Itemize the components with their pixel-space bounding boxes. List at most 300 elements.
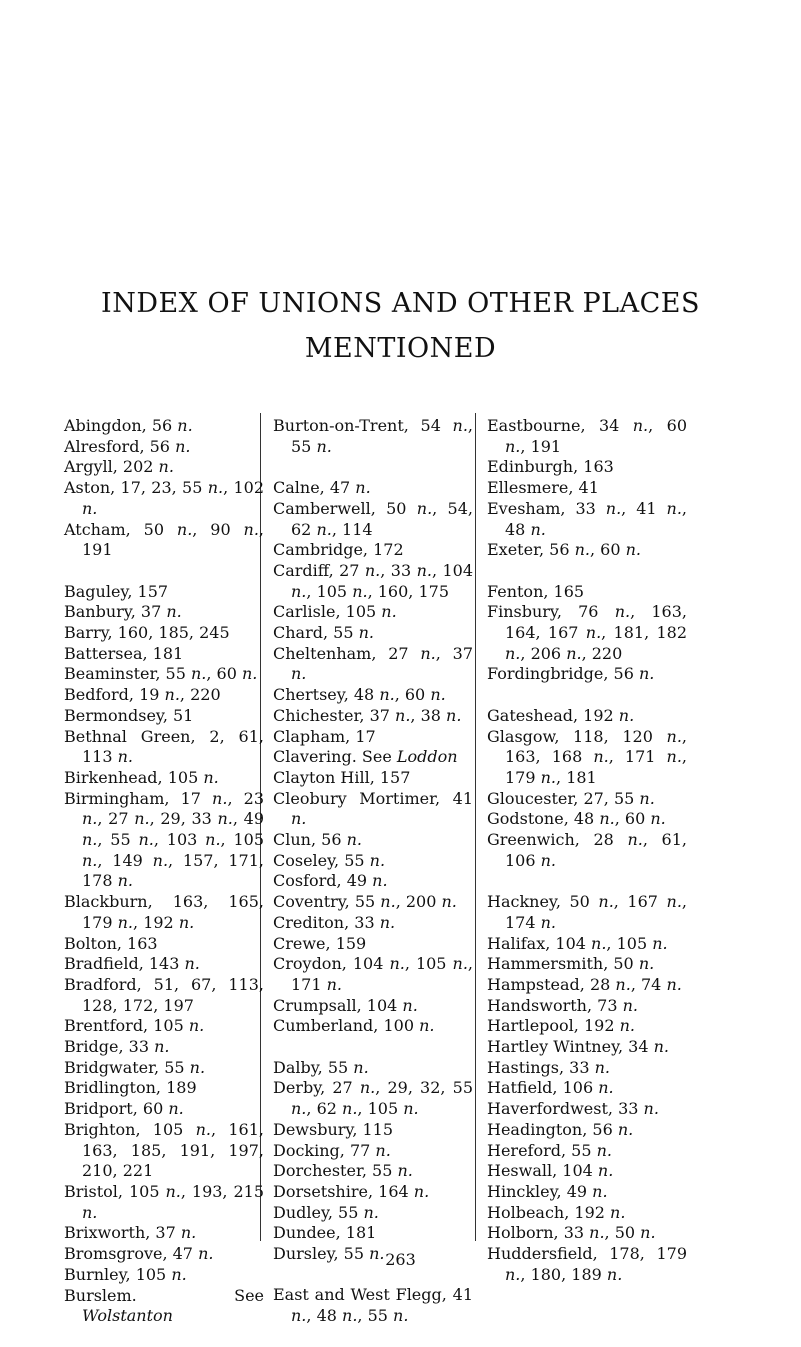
index-entry-text: Exeter, 56	[487, 540, 575, 560]
index-entry-italic: n.	[359, 1078, 376, 1098]
index-entry-text: Clun, 56	[273, 830, 347, 850]
index-entry-text: Calne, 47	[273, 478, 356, 498]
index-entry-italic: n.	[243, 519, 259, 539]
index-entry-text: Banbury, 37	[64, 602, 167, 622]
index-entry-italic: n.	[446, 705, 462, 725]
index-entry-text: Hartley Wintney, 34	[487, 1037, 654, 1057]
index-entry-italic: n.	[195, 1119, 212, 1139]
index-entry-text: , 60	[394, 685, 431, 705]
index-entry	[64, 1182, 264, 1223]
index-entry-italic: n.	[291, 1306, 307, 1326]
index-entry-italic: n.	[639, 664, 655, 684]
index-entry-text: , 105	[306, 581, 353, 601]
index-entry-italic: n.	[168, 1099, 184, 1119]
index-entry-text: , 55	[291, 416, 473, 456]
index-entry-text: Holbeach, 192	[487, 1202, 611, 1222]
index-entry-text: Bermondsey, 51	[64, 705, 194, 725]
index-entry-italic: n.	[420, 643, 436, 663]
index-entry	[487, 934, 687, 955]
index-entry-text: , 29, 33	[149, 809, 218, 829]
index-entry	[273, 416, 473, 457]
index-entry	[487, 996, 687, 1017]
index-entry-text: Camberwell, 50	[273, 498, 417, 518]
index-entry-italic: n.	[617, 1119, 634, 1139]
index-entry-text: Burslem. See	[64, 1285, 264, 1305]
index-entry-text: Croydon, 104	[273, 954, 390, 974]
index-entry-italic: n.	[180, 1223, 197, 1243]
index-entry	[487, 1223, 687, 1244]
index-entry	[487, 1120, 687, 1141]
index-title: INDEX OF UNIONS AND OTHER PLACES	[101, 288, 700, 319]
index-entry	[273, 996, 473, 1017]
index-entry	[487, 1182, 687, 1203]
index-entry-italic: n.	[82, 830, 98, 850]
index-entry-text: , 49	[232, 809, 264, 829]
index-entry-italic: n.	[166, 602, 182, 622]
index-entry-text: , 105	[220, 830, 264, 850]
index-entry-italic: n.	[452, 954, 468, 974]
index-entry-italic: n.	[152, 850, 169, 870]
index-entry	[273, 1285, 473, 1326]
index-entry-text: , 55	[357, 1306, 394, 1326]
index-entry-text: , 62	[306, 1099, 343, 1119]
index-entry-text: , 206	[520, 643, 567, 663]
index-entry-text: Bradfield, 143	[64, 954, 185, 974]
index-entry-italic: n.	[379, 685, 395, 705]
index-entry-italic: n.	[242, 664, 258, 684]
index-entry-italic: n.	[189, 1057, 206, 1077]
index-entry-text: , 105	[357, 1099, 404, 1119]
index-entry	[487, 499, 687, 540]
index-entry-italic: n.	[205, 830, 221, 850]
index-entry-italic: n.	[416, 560, 432, 580]
index-entry-italic: n.	[364, 560, 381, 580]
index-entry-italic: n.	[154, 1037, 170, 1057]
index-entry	[273, 1078, 473, 1119]
index-entry	[273, 913, 473, 934]
index-entry-italic: n.	[566, 643, 582, 663]
index-section-gap	[273, 457, 473, 478]
index-entry	[487, 954, 687, 975]
index-entry-text: Cleobury Mortimer, 41	[273, 788, 473, 808]
index-entry-italic: n.	[598, 892, 614, 912]
index-entry-text: Dalby, 55	[273, 1057, 354, 1077]
index-entry-text: , 167	[613, 892, 667, 912]
index-entry-text: , 55	[97, 830, 139, 850]
index-entry-text: Hatfield, 106	[487, 1078, 599, 1098]
index-entry	[273, 706, 473, 727]
index-entry-text: , 104	[431, 560, 473, 580]
index-entry-text: , 163, 168	[505, 726, 687, 767]
index-entry-text: Chertsey, 48	[273, 685, 380, 705]
index-entry-italic: n.	[403, 1099, 419, 1119]
index-entry-text: , 29, 32, 55	[375, 1078, 474, 1098]
index-entry-text: Hartlepool, 192	[487, 1016, 620, 1036]
index-entry	[273, 747, 473, 768]
index-column-right	[487, 416, 687, 1285]
index-entry-italic: n.	[212, 788, 228, 808]
index-entry	[273, 685, 473, 706]
index-entry-italic: n.	[666, 498, 682, 518]
index-entry-text: Coventry, 55	[273, 892, 381, 912]
index-entry-text: Chichester, 37	[273, 705, 396, 725]
index-entry-italic: n.	[346, 830, 362, 850]
index-entry	[487, 478, 687, 499]
index-entry-text: Holborn, 33	[487, 1223, 590, 1243]
index-entry-italic: n.	[358, 623, 374, 643]
index-entry	[273, 892, 473, 913]
index-entry-italic: n.	[363, 1202, 379, 1222]
index-entry-text: Huddersfield, 178, 179	[487, 1244, 687, 1264]
index-entry-text: Eastbourne, 34	[487, 416, 633, 435]
index-entry-text: Bradford, 51, 67, 113, 128, 172, 197	[64, 974, 264, 1015]
index-entry-text: Cambridge, 172	[273, 540, 404, 560]
index-entry-text: Dewsbury, 115	[273, 1119, 394, 1139]
index-entry-italic: n.	[177, 416, 193, 435]
index-entry	[64, 934, 264, 955]
index-entry-text: Clavering. See	[273, 747, 397, 767]
index-entry-text: Brixworth, 37	[64, 1223, 181, 1243]
index-entry-italic: n.	[605, 498, 622, 518]
index-entry-italic: n.	[606, 1264, 623, 1284]
index-entry-text: Birkenhead, 105	[64, 767, 204, 787]
index-entry-italic: n.	[597, 1161, 614, 1181]
index-entry	[487, 1058, 687, 1079]
index-entry	[273, 1203, 473, 1224]
index-entry-text: , 60	[589, 540, 626, 560]
index-entry-italic: n.	[165, 1182, 181, 1201]
index-entry-text: Dorsetshire, 164	[273, 1181, 414, 1201]
index-entry-text: , 60	[206, 664, 242, 684]
index-section-gap	[64, 561, 264, 582]
index-entry-italic: n.	[505, 1264, 521, 1284]
index-entry	[273, 934, 473, 955]
index-entry-text: Burnley, 105	[64, 1264, 172, 1284]
index-entry-text: Hinckley, 49	[487, 1181, 593, 1201]
index-entry-text: Hackney, 50	[487, 892, 599, 912]
index-entry-text: , 160, 175	[367, 581, 449, 601]
index-entry-text: , 74	[630, 974, 667, 994]
index-entry-text: Fenton, 165	[487, 581, 585, 601]
index-entry-italic: n.	[352, 581, 368, 601]
index-entry	[487, 789, 687, 810]
index-entry	[273, 644, 473, 685]
index-entry-text: , 200	[395, 892, 442, 912]
index-entry-italic: n.	[615, 974, 631, 994]
index-entry-italic: n.	[389, 954, 405, 974]
index-entry-text: , 114	[331, 519, 373, 539]
index-entry	[487, 1099, 687, 1120]
index-entry-italic: n.	[190, 664, 207, 684]
index-entry	[273, 561, 473, 602]
index-entry	[64, 478, 264, 519]
index-entry	[64, 457, 264, 478]
index-entry-text: Barry, 160, 185, 245	[64, 623, 230, 643]
index-entry-text: Baguley, 157	[64, 581, 169, 601]
index-entry	[64, 582, 264, 603]
index-entry-text: Alresford, 56	[64, 436, 176, 456]
index-entry-italic: n.	[666, 747, 682, 767]
index-entry	[273, 1161, 473, 1182]
index-entry	[487, 582, 687, 603]
index-entry-italic: n.	[596, 1140, 612, 1160]
index-entry	[487, 1037, 687, 1058]
index-entry	[487, 1141, 687, 1162]
index-entry-italic: n.	[592, 1181, 608, 1201]
index-entry-italic: Wolstanton	[82, 1306, 173, 1326]
index-entry-text: Brighton, 105	[64, 1119, 196, 1139]
index-entry-italic: n.	[452, 416, 468, 435]
index-entry-italic: n.	[625, 540, 641, 560]
index-entry-text: Bridlington, 189	[64, 1078, 197, 1098]
index-entry	[64, 975, 264, 1016]
index-entry-text: Cosford, 49	[273, 871, 373, 891]
index-entry-text: , 38	[410, 705, 447, 725]
index-entry-italic: n.	[599, 809, 615, 829]
index-entry	[64, 1099, 264, 1120]
index-entry	[64, 727, 264, 768]
index-entry-italic: n.	[585, 623, 602, 643]
index-entry-italic: n.	[342, 1099, 358, 1119]
index-entry-italic: n.	[82, 809, 98, 829]
index-entry-italic: n.	[369, 850, 386, 870]
index-entry-italic: n.	[393, 1306, 409, 1326]
index-entry-italic: n.	[355, 478, 371, 498]
index-entry-text: Haverfordwest, 33	[487, 1099, 644, 1119]
index-entry-italic: n.	[594, 1057, 611, 1077]
index-entry-text: , 60	[614, 809, 651, 829]
index-entry	[487, 892, 687, 933]
index-entry-text: Halifax, 104	[487, 933, 592, 953]
index-entry-italic: n.	[316, 436, 332, 456]
index-entry	[64, 644, 264, 665]
index-entry-text: Coseley, 55	[273, 850, 370, 870]
index-entry	[64, 416, 264, 437]
column-divider	[475, 413, 476, 1241]
index-entry-text: Greenwich, 28	[487, 830, 628, 850]
index-entry-italic: n.	[117, 871, 134, 891]
index-entry-text: , 105	[606, 933, 653, 953]
index-entry-italic: n.	[176, 519, 193, 539]
index-entry-italic: n.	[82, 498, 98, 518]
index-entry-text: , 171	[291, 954, 473, 994]
index-entry-italic: n.	[416, 498, 433, 518]
index-entry-text: Glasgow, 118, 120	[487, 726, 667, 746]
index-entry	[273, 478, 473, 499]
index-entry-text: , 102	[223, 478, 265, 498]
index-entry-text: , 48	[505, 498, 687, 539]
index-section-gap	[487, 561, 687, 582]
index-entry-italic: Loddon	[396, 747, 458, 767]
index-entry	[64, 623, 264, 644]
index-entry-italic: n.	[643, 1099, 659, 1119]
index-column-middle	[273, 416, 473, 1327]
index-entry-text: Bedford, 19	[64, 685, 165, 705]
index-entry-text: Hampstead, 28	[487, 974, 616, 994]
index-entry-italic: n.	[134, 809, 150, 829]
index-entry-italic: n.	[117, 912, 134, 932]
index-entry-text: , 163, 164, 167	[505, 602, 688, 643]
index-entry-text: , 50	[604, 1223, 641, 1243]
index-entry	[273, 1223, 473, 1244]
index-entry-text: Dorchester, 55	[273, 1161, 398, 1181]
index-entry-text: Cardiff, 27	[273, 560, 365, 580]
index-entry	[273, 1058, 473, 1079]
index-entry-italic: n.	[402, 995, 418, 1015]
index-entry-text: Bethnal Green, 2, 61, 113	[64, 726, 264, 767]
index-entry	[273, 851, 473, 872]
index-entry-text: , 103	[153, 830, 206, 850]
index-entry-text: Crewe, 159	[273, 933, 367, 953]
index-entry	[487, 540, 687, 561]
index-entry-text: , 179	[505, 747, 687, 787]
index-entry	[273, 540, 473, 561]
index-entry-italic: n.	[117, 747, 134, 767]
index-entry-text: Bridge, 33	[64, 1037, 155, 1057]
index-entry-text: , 33	[380, 560, 417, 580]
index-entry-text: Crediton, 33	[273, 912, 380, 932]
index-entry	[64, 1037, 264, 1058]
index-entry-italic: n.	[316, 519, 332, 539]
index-entry	[64, 602, 264, 623]
index-section-gap	[487, 685, 687, 706]
index-entry	[273, 727, 473, 748]
index-entry	[273, 623, 473, 644]
index-entry-text: Dundee, 181	[273, 1223, 377, 1243]
index-entry	[487, 975, 687, 996]
index-entry	[487, 457, 687, 478]
index-entry	[487, 664, 687, 685]
index-entry-italic: n.	[505, 643, 521, 663]
index-entry-text: , 149	[97, 850, 153, 870]
index-entry-italic: n.	[175, 436, 191, 456]
index-entry-italic: n.	[198, 1244, 214, 1264]
index-entry-text: , 48	[306, 1306, 343, 1326]
index-entry	[273, 871, 473, 892]
index-entry	[487, 416, 687, 457]
index-entry-text: Carlisle, 105	[273, 602, 382, 622]
index-entry-text: Headington, 56	[487, 1119, 618, 1139]
index-entry-italic: n.	[540, 912, 557, 932]
index-entry-text: Argyll, 202	[64, 457, 159, 477]
index-entry-text: , 37	[435, 643, 473, 663]
index-entry	[64, 1016, 264, 1037]
index-entry-text: , 90	[192, 519, 244, 539]
index-entry	[64, 789, 264, 893]
index-entry	[64, 664, 264, 685]
index-entry-italic: n.	[530, 519, 546, 539]
index-entry-text: Blackburn, 163, 165, 179	[64, 892, 264, 932]
index-entry-italic: n.	[217, 809, 233, 829]
index-entry-text: Godstone, 48	[487, 809, 600, 829]
index-entry-text: , 60	[648, 416, 688, 435]
index-entry-italic: n.	[380, 892, 396, 912]
index-entry	[273, 789, 473, 830]
index-entry-text: East and West Flegg, 41	[273, 1285, 473, 1305]
index-entry-italic: n.	[291, 581, 307, 601]
index-column-left	[64, 416, 264, 1327]
index-entry-italic: n.	[419, 1016, 435, 1036]
index-entry	[273, 768, 473, 789]
index-entry-text: Dursley, 55	[273, 1244, 370, 1264]
index-entry-italic: n.	[291, 664, 307, 684]
index-entry-text: , 105	[404, 954, 453, 974]
index-entry-text: Clayton Hill, 157	[273, 767, 411, 787]
index-entry	[487, 1016, 687, 1037]
index-entry-text: Battersea, 181	[64, 643, 184, 663]
index-entry-text: , 27	[97, 809, 135, 829]
index-entry	[487, 706, 687, 727]
index-entry-text: , 191	[520, 436, 562, 456]
index-entry-italic: n.	[589, 1223, 605, 1243]
index-section-gap	[273, 1037, 473, 1058]
index-entry-italic: n.	[618, 705, 635, 725]
index-entry	[487, 1078, 687, 1099]
index-entry-italic: n.	[82, 850, 98, 870]
index-entry-text: Birmingham, 17	[64, 788, 213, 808]
index-entry-italic: n.	[138, 830, 154, 850]
index-entry-text: Bolton, 163	[64, 933, 158, 953]
page-number: 263	[385, 1250, 416, 1269]
index-entry-italic: n.	[627, 830, 643, 850]
index-entry-text: Burton-on-Trent, 54	[273, 416, 453, 435]
index-entry	[64, 437, 264, 458]
index-entry-italic: n.	[614, 602, 631, 622]
index-entry-text: Ellesmere, 41	[487, 478, 599, 498]
index-entry	[64, 1058, 264, 1079]
index-entry-text: Bridgwater, 55	[64, 1057, 190, 1077]
index-entry-text: , 174	[505, 892, 687, 932]
index-entry	[64, 1120, 264, 1182]
index-entry-italic: n.	[291, 1099, 307, 1119]
index-entry-text: Brentford, 105	[64, 1016, 189, 1036]
index-entry-text: Clapham, 17	[273, 726, 376, 746]
index-entry-text: , 220	[179, 685, 221, 705]
index-entry	[273, 1016, 473, 1037]
index-entry-italic: n.	[164, 685, 180, 705]
index-entry-italic: n.	[188, 1016, 205, 1036]
index-entry-italic: n.	[203, 767, 219, 787]
index-entry-italic: n.	[430, 685, 446, 705]
index-entry-italic: n.	[291, 809, 307, 829]
index-entry-italic: n.	[381, 602, 397, 622]
index-entry-italic: n.	[395, 705, 411, 725]
index-entry-text: Hereford, 55	[487, 1140, 597, 1160]
index-entry-italic: n.	[158, 457, 174, 477]
index-entry-text: Chard, 55	[273, 623, 359, 643]
index-entry-italic: n.	[593, 747, 609, 767]
index-entry-text: , 191	[82, 519, 264, 560]
index-entry-italic: n.	[82, 1202, 98, 1222]
index-entry	[273, 499, 473, 540]
index-entry-italic: n.	[639, 788, 655, 808]
index-entry-text: Hammersmith, 50	[487, 954, 639, 974]
index-entry-italic: n.	[622, 995, 638, 1015]
index-entry-text: Handsworth, 73	[487, 995, 623, 1015]
index-entry-text: Hastings, 33	[487, 1057, 595, 1077]
index-entry-italic: n.	[413, 1181, 430, 1201]
index-entry-text: , 220	[581, 643, 623, 663]
index-entry-text: Bromsgrove, 47	[64, 1244, 199, 1264]
index-entry-italic: n.	[666, 726, 682, 746]
index-entry-text: Cumberland, 100	[273, 1016, 420, 1036]
index-entry	[487, 1203, 687, 1224]
index-entry	[273, 954, 473, 995]
index-entry	[487, 727, 687, 789]
index-entry-italic: n.	[171, 1264, 187, 1284]
index-entry-italic: n.	[574, 540, 590, 560]
index-entry	[487, 830, 687, 871]
